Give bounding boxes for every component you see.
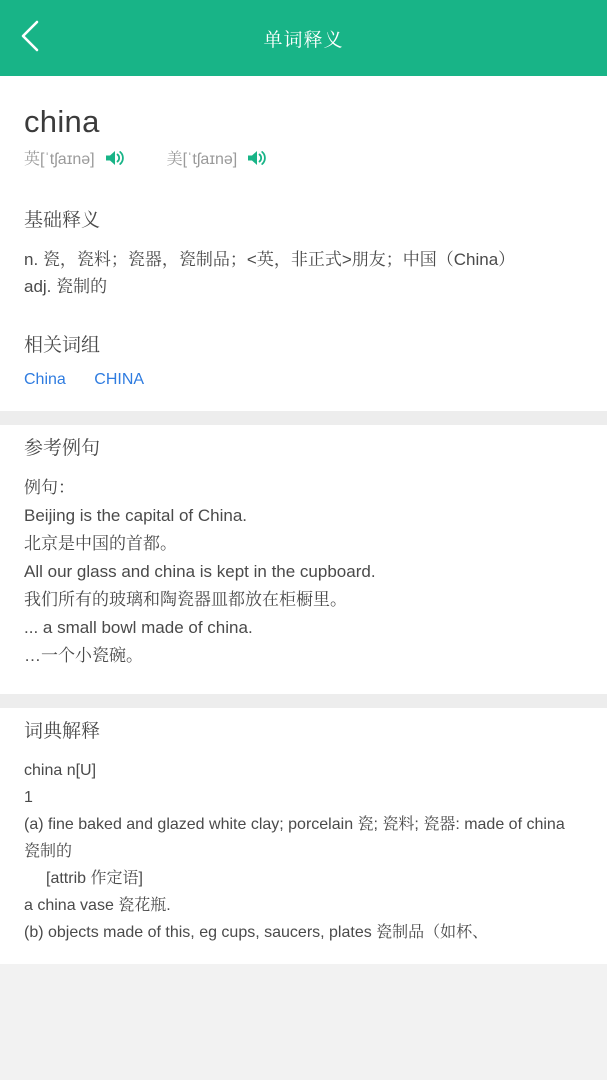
basic-section-title: 基础释义 bbox=[24, 210, 101, 231]
example-line: 例句： bbox=[24, 478, 75, 497]
pronunciation-us-text: 美[ˈtʃaɪnə] bbox=[166, 151, 238, 168]
example-line: Beijing is the capital of China. bbox=[24, 506, 248, 525]
example-line: All our glass and china is kept in the cupboard. bbox=[24, 562, 376, 581]
word-card bbox=[0, 76, 607, 411]
section-divider bbox=[0, 694, 607, 708]
phrase-link[interactable]: CHINA bbox=[94, 371, 145, 388]
dictionary-line: china n[U] bbox=[24, 762, 97, 779]
speaker-icon[interactable] bbox=[105, 149, 125, 167]
basic-definition bbox=[24, 246, 583, 322]
pronunciation-uk bbox=[24, 146, 125, 169]
dictionary-line: (a) fine baked and glazed white clay; porcelain 瓷; 瓷料; 瓷器: made of china 瓷制的 bbox=[24, 816, 570, 860]
dictionary-card bbox=[0, 708, 607, 964]
examples-section-title: 参考例句 bbox=[24, 438, 101, 459]
dictionary-body bbox=[24, 757, 583, 964]
chevron-left-icon bbox=[19, 19, 41, 58]
content-scroll[interactable] bbox=[0, 76, 607, 1080]
phrases-section-title: 相关词组 bbox=[24, 335, 101, 356]
pronunciation-uk-text: 英[ˈtʃaɪnə] bbox=[24, 151, 95, 168]
basic-definition-line: adj. 瓷制的 bbox=[24, 277, 108, 296]
dictionary-section-title: 词典解释 bbox=[24, 721, 101, 742]
back-button[interactable] bbox=[0, 0, 60, 76]
headword: china bbox=[24, 104, 100, 139]
section-divider bbox=[0, 411, 607, 425]
example-line: ... a small bowl made of china. bbox=[24, 618, 253, 637]
app-header bbox=[0, 0, 607, 76]
page-title: 单词释义 bbox=[263, 29, 344, 51]
examples-list bbox=[24, 474, 583, 694]
pronunciation-us bbox=[167, 146, 268, 169]
phrase-link[interactable]: China bbox=[24, 371, 66, 388]
pronunciation-row bbox=[24, 146, 583, 191]
dictionary-line: a china vase 瓷花瓶. bbox=[24, 897, 171, 914]
basic-definition-line: n. 瓷，瓷料；瓷器，瓷制品；<英，非正式>朋友；中国（China） bbox=[24, 250, 516, 269]
dictionary-line: 1 bbox=[24, 789, 33, 806]
speaker-icon[interactable] bbox=[247, 149, 267, 167]
phrases-list bbox=[24, 371, 583, 411]
example-line: 我们所有的玻璃和陶瓷器皿都放在柜橱里。 bbox=[24, 590, 347, 609]
example-line: …一个小瓷碗。 bbox=[24, 646, 143, 665]
dictionary-line: [attrib 作定语] bbox=[46, 870, 143, 887]
example-line: 北京是中国的首都。 bbox=[24, 534, 177, 553]
examples-card bbox=[0, 425, 607, 694]
dictionary-line: (b) objects made of this, eg cups, saucers, plates 瓷制品（如杯、 bbox=[24, 924, 489, 941]
